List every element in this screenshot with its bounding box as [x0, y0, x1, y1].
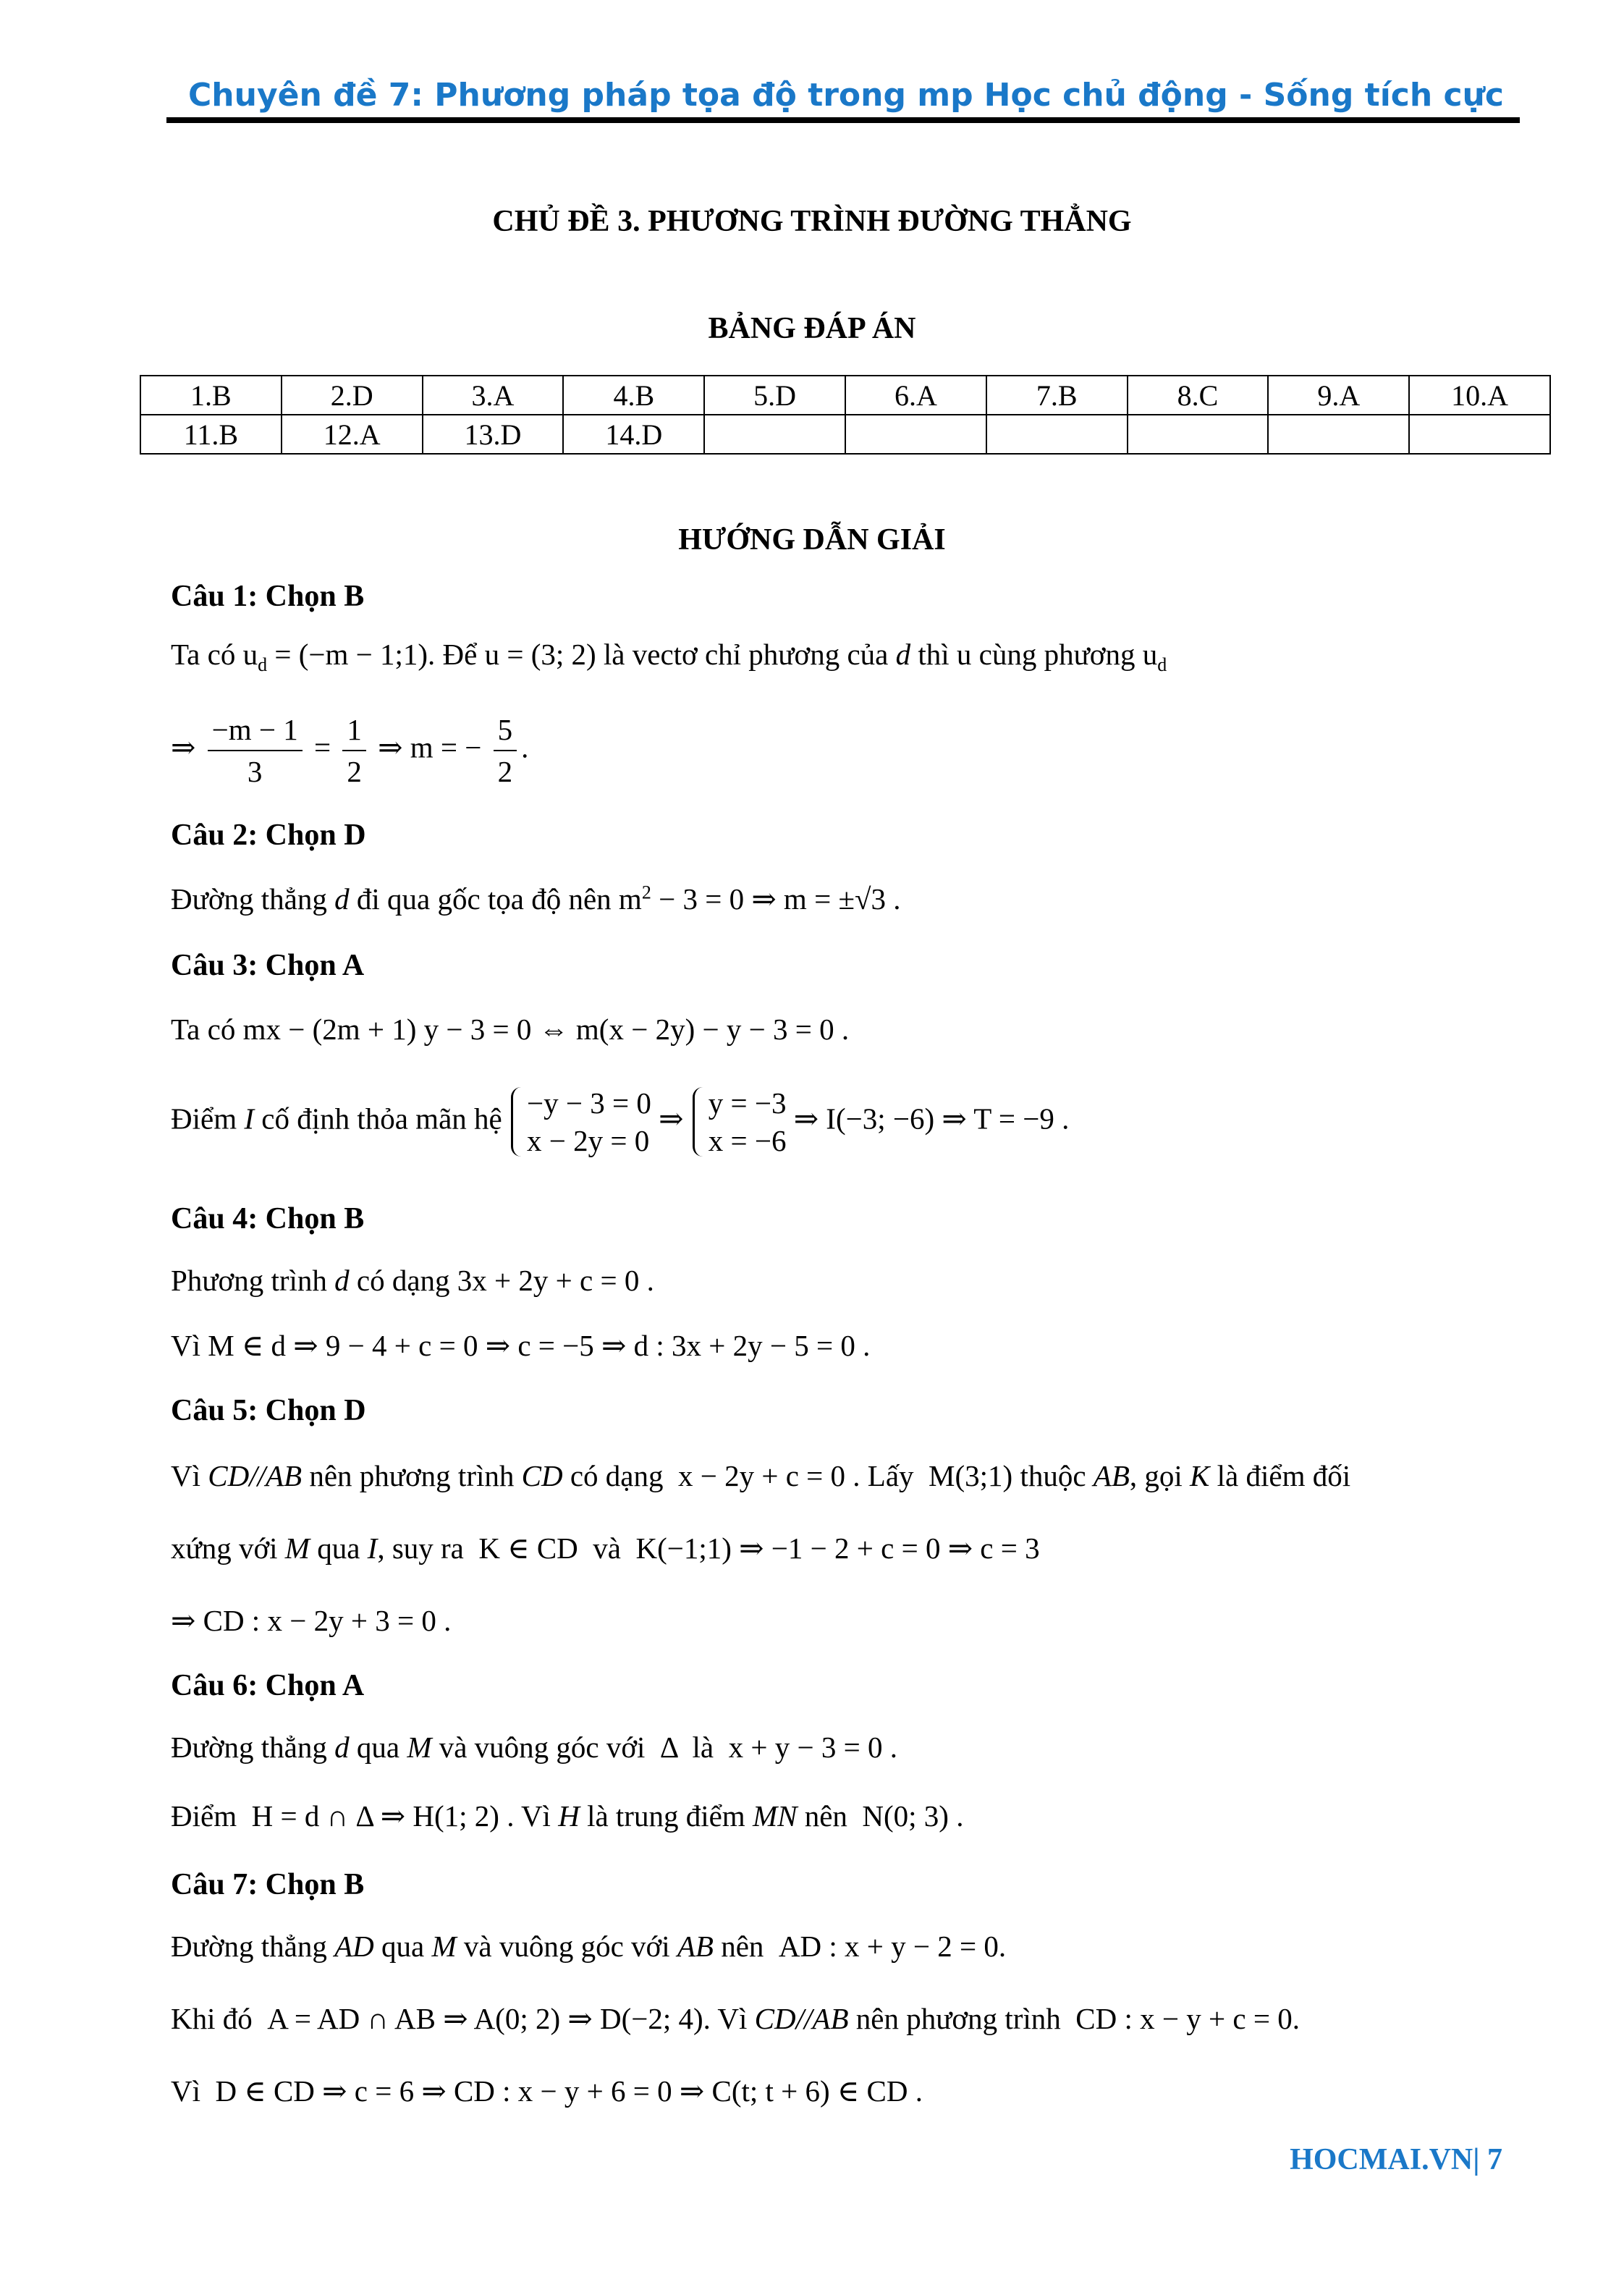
- question-5-line-1: Vì CD//AB nên phương trình CD có dạng x − 2y + c = 0 . Lấy M(3;1) thuộc AB, gọi K là điểm đối: [171, 1459, 1351, 1492]
- answer-cell: 10.A: [1409, 376, 1550, 415]
- question-1-line-1: Ta có $u_d = (-m$ − 1;1). Để u = (3; 2) là vectơ chỉ phương của d thì u cùng phương $u_d$: [171, 638, 1167, 676]
- answer-cell: 6.A: [845, 376, 986, 415]
- question-3-line-2: Điểm I cố định thỏa mãn hệ −y − 3 = 0 x − 2y = 0 ⇒ y = −3 x = −6 ⇒ I(−3; −6) ⇒ T = −9 .: [171, 1084, 1069, 1159]
- question-7-line-2: Khi đó A = AD ∩ AB ⇒ A(0; 2) ⇒ D(−2; 4). Vì CD//AB nên phương trình CD : x − y + c = 0.: [171, 2002, 1300, 2035]
- header-slogan: Học chủ động - Sống tích cực: [984, 77, 1504, 114]
- question-1-title: Câu 1: Chọn B: [171, 580, 365, 613]
- answer-cell: 4.B: [563, 376, 704, 415]
- answer-cell: 11.B: [140, 415, 282, 454]
- header-divider: [166, 117, 1520, 123]
- answer-cell: 2.D: [282, 376, 423, 415]
- answer-cell: 1.B: [140, 376, 282, 415]
- answer-cell: 12.A: [282, 415, 423, 454]
- answer-table-title: BẢNG ĐÁP ÁN: [708, 312, 916, 345]
- question-7-line-1: Đường thẳng AD qua M và vuông góc với AB nên AD : x + y − 2 = 0.: [171, 1930, 1007, 1963]
- question-5-title: Câu 5: Chọn D: [171, 1394, 366, 1427]
- answer-cell: [845, 415, 986, 454]
- question-6-line-2: Điểm H = d ∩ Δ ⇒ H(1; 2) . Vì H là trung điểm MN nên N(0; 3) .: [171, 1799, 964, 1833]
- answer-cell: [704, 415, 845, 454]
- question-4-line-2: Vì M ∈ d ⇒ 9 − 4 + c = 0 ⇒ c = −5 ⇒ d : 3x + 2y − 5 = 0 .: [171, 1329, 871, 1362]
- answer-cell: [1128, 415, 1269, 454]
- question-4-line-1: Phương trình d có dạng 3x + 2y + c = 0 .: [171, 1264, 654, 1297]
- answer-cell: [1268, 415, 1409, 454]
- answer-table: [140, 375, 1551, 455]
- question-1-line-2: ⇒ $\frac{-m - 1}{3}$ = $\frac{1}{2}$ ⇒ m = − $\frac{5}{2}$ .: [171, 709, 528, 792]
- question-7-line-3: Vì D ∈ CD ⇒ c = 6 ⇒ CD : x − y + 6 = 0 ⇒ C(t; t + 6) ∈ CD .: [171, 2074, 923, 2108]
- question-7-title: Câu 7: Chọn B: [171, 1868, 365, 1901]
- answer-cell: 9.A: [1268, 376, 1409, 415]
- page-footer: HOCMAI.VN| 7: [1290, 2143, 1502, 2176]
- table-row: [140, 376, 1550, 415]
- table-row: [140, 415, 1550, 454]
- question-5-line-3: ⇒ CD : x − 2y + 3 = 0 .: [171, 1604, 452, 1637]
- answer-cell: 8.C: [1128, 376, 1269, 415]
- answer-cell: 13.D: [423, 415, 564, 454]
- answer-cell: 3.A: [423, 376, 564, 415]
- question-4-title: Câu 4: Chọn B: [171, 1202, 365, 1235]
- question-3-title: Câu 3: Chọn A: [171, 949, 365, 982]
- question-5-line-2: xứng với M qua I, suy ra K ∈ CD và K(−1;1) ⇒ −1 − 2 + c = 0 ⇒ c = 3: [171, 1531, 1040, 1565]
- question-2-title: Câu 2: Chọn D: [171, 819, 366, 852]
- answer-cell: 14.D: [563, 415, 704, 454]
- answer-cell: 5.D: [704, 376, 845, 415]
- question-2-line-1: Đường thẳng d đi qua gốc tọa độ nên $m^2 - 3 = 0$ ⇒ m = ±√3 .: [171, 882, 901, 916]
- answer-cell: [986, 415, 1128, 454]
- question-3-line-1: Ta có mx − (2m + 1) y − 3 = 0 ⇔ m(x − 2y) − y − 3 = 0 .: [171, 1013, 850, 1046]
- header-topic: Chuyên đề 7: Phương pháp tọa độ trong mp: [188, 77, 973, 114]
- answer-cell: [1409, 415, 1550, 454]
- solutions-title: HƯỚNG DẪN GIẢI: [678, 523, 946, 557]
- question-6-line-1: Đường thẳng d qua M và vuông góc với Δ là x + y − 3 = 0 .: [171, 1731, 897, 1764]
- page-header: [166, 72, 1520, 119]
- topic-title: CHỦ ĐỀ 3. PHƯƠNG TRÌNH ĐƯỜNG THẲNG: [492, 205, 1132, 238]
- question-6-title: Câu 6: Chọn A: [171, 1669, 365, 1702]
- answer-cell: 7.B: [986, 376, 1128, 415]
